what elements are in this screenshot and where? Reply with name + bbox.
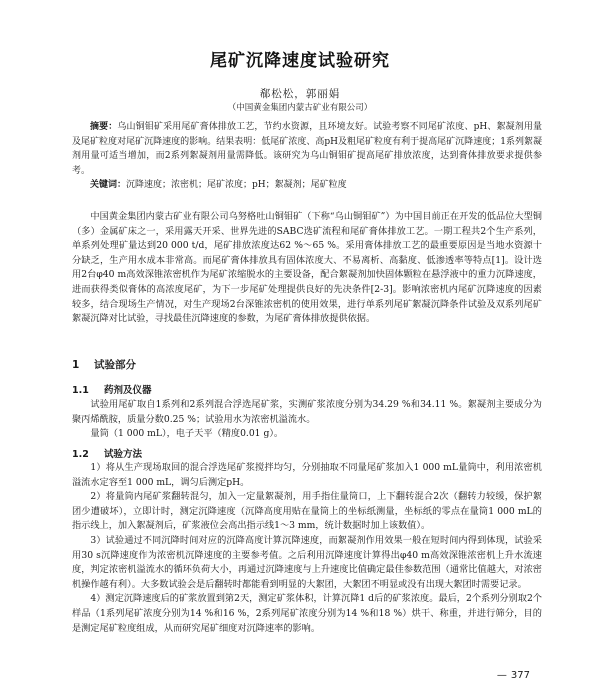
page-number-dash: — xyxy=(496,670,507,681)
section-heading-1-2 xyxy=(72,446,142,460)
body-paragraph: 2）将量筒内尾矿浆翻转混匀，加入一定量絮凝剂，用手指住量筒口，上下翻转混合2次（翻转力较缓，保护絮团少遭破坏），立即计时，测定沉降速度（沉降高度用贴在量筒上的坐标纸测量，坐标纸的零点在量筒1 000 mL的指示线上，加入絮凝剂后，矿浆液位会高出指示线1～3 mm，统计数据时加上该数值）。 xyxy=(72,491,542,532)
page-number xyxy=(497,670,530,681)
section-title: 试验方法 xyxy=(104,449,143,460)
section-1-1-body xyxy=(72,398,542,442)
body-paragraph: 3）试验通过不同沉降时间对应的沉降高度计算沉降速度，而絮凝剂作用效果一般在短时间内得到体现，试验采用30 s沉降速度作为浓密机沉降速度的主要参考值。之后利用沉降速度计算得出φ40 m高效深锥浓密机上升水流速度，判定浓密机溢流水的循环负荷大小，再通过沉降速度与上升速度比值确定最佳参数范围（通常比值越大，对浓密机操作越有利）。大多数试验会是后翻转时都能看到明显的大絮团，大絮团不明显或没有出现大絮团时需要记录。 xyxy=(72,534,542,590)
section-title: 试验部分 xyxy=(94,359,136,371)
page-number-value: 377 xyxy=(510,670,530,681)
body-paragraph: 1）将从生产现场取回的混合浮选尾矿浆搅拌均匀，分别抽取不同量尾矿浆加入1 000 mL量筒中，利用浓密机溢流水定容至1 000 mL，调匀后测定pH。 xyxy=(72,462,542,488)
section-1-2-body xyxy=(72,461,542,636)
paper-title: 尾矿沉降速度试验研究 xyxy=(210,51,390,71)
paper-affiliation: （中国黄金集团内蒙古矿业有限公司） xyxy=(227,103,373,113)
keywords-label: 关键词： xyxy=(90,180,127,191)
section-number: 1 xyxy=(72,359,80,371)
section-heading-1-1 xyxy=(72,382,152,396)
section-number: 1.1 xyxy=(72,385,89,396)
body-paragraph: 4）测定沉降速度后的矿浆放置到第2天，测定矿浆体积，计算沉降1 d后的矿浆浓度。最后，2个系列分别取2个样品（1系列尾矿浓度分别为14 %和16 %，2系列尾矿浓度分别为14 %和18 %）烘干、称重，并进行筛分，目的是测定尾矿粒度组成，从而研究尾矿细度对沉降速率的影响。 xyxy=(72,593,542,634)
abstract-block xyxy=(72,120,542,193)
section-number: 1.2 xyxy=(72,449,89,460)
keywords-text: 沉降速度；浓密机；尾矿浓度；pH；絮凝剂；尾矿粒度 xyxy=(126,180,347,191)
abstract xyxy=(72,120,542,178)
abstract-text: 乌山铜钼矿采用尾矿膏体排放工艺，节约水资源，且环境友好。试验考察不同尾矿浓度、pH、絮凝剂用量及尾矿粒度对尾矿沉降速度的影响。结果表明：低尾矿浓度、高pH及粗尾矿粒度有利于提高尾矿沉降速度；1系列絮凝剂用量可适当增加，而2系列絮凝剂用量需降低。该研究为乌山铜钼矿提高尾矿排放浓度，达到膏体排放要求提供参考。 xyxy=(72,122,542,176)
body-paragraph: 试验用尾矿取自1系列和2系列混合浮选尾矿浆，实测矿浆浓度分别为34.29 %和34.11 %。絮凝剂主要成分为聚丙烯酰胺，质量分数0.25 %；试验用水为浓密机溢流水。 xyxy=(72,399,542,425)
introduction xyxy=(72,210,542,327)
abstract-label: 摘要： xyxy=(90,122,118,132)
keywords xyxy=(72,178,542,193)
body-paragraph: 量筒（1 000 mL），电子天平（精度0.01 g）。 xyxy=(90,428,284,440)
section-heading-1 xyxy=(72,357,136,372)
section-title: 药剂及仪器 xyxy=(104,385,152,396)
paper-authors: 郗松松，郭丽娟 xyxy=(259,88,341,100)
intro-paragraph: 中国黄金集团内蒙古矿业有限公司乌努格吐山铜钼矿（下称“乌山铜钼矿”）为中国目前正在开发的低品位大型铜（多）金属矿床之一，采用露天开采、世界先进的SABC选矿流程和尾矿膏体排放工艺。一期工程共2个生产系列，单系列处理矿量达到20 000 t/d，尾矿排放浓度达62 %～65 %。采用膏体排放工艺的最重要原因是当地水资源十分缺乏，生产用水成本非常高。而尾矿膏体排放具有固体浓度大、不易离析、高黏度、低渗透率等特点[1]。设计选用2台φ40 m高效深锥浓密机作为尾矿浓缩脱水的主要设备，配合絮凝剂加快固体颗粒在悬浮液中的重力沉降速度，进而获得类似膏体的高浓度尾矿，为下一步尾矿处理提供良好的先决条件[2-3]。影响浓密机内尾矿沉降速度的因素较多，结合现场生产情况，对生产现场2台深锥浓密机的使用效果，进行单系列尾矿絮凝沉降条件试验及双系列尾矿絮凝沉降对比试验，寻找最佳沉降速度的参数，为尾矿膏体排放提供依据。 xyxy=(72,211,542,325)
